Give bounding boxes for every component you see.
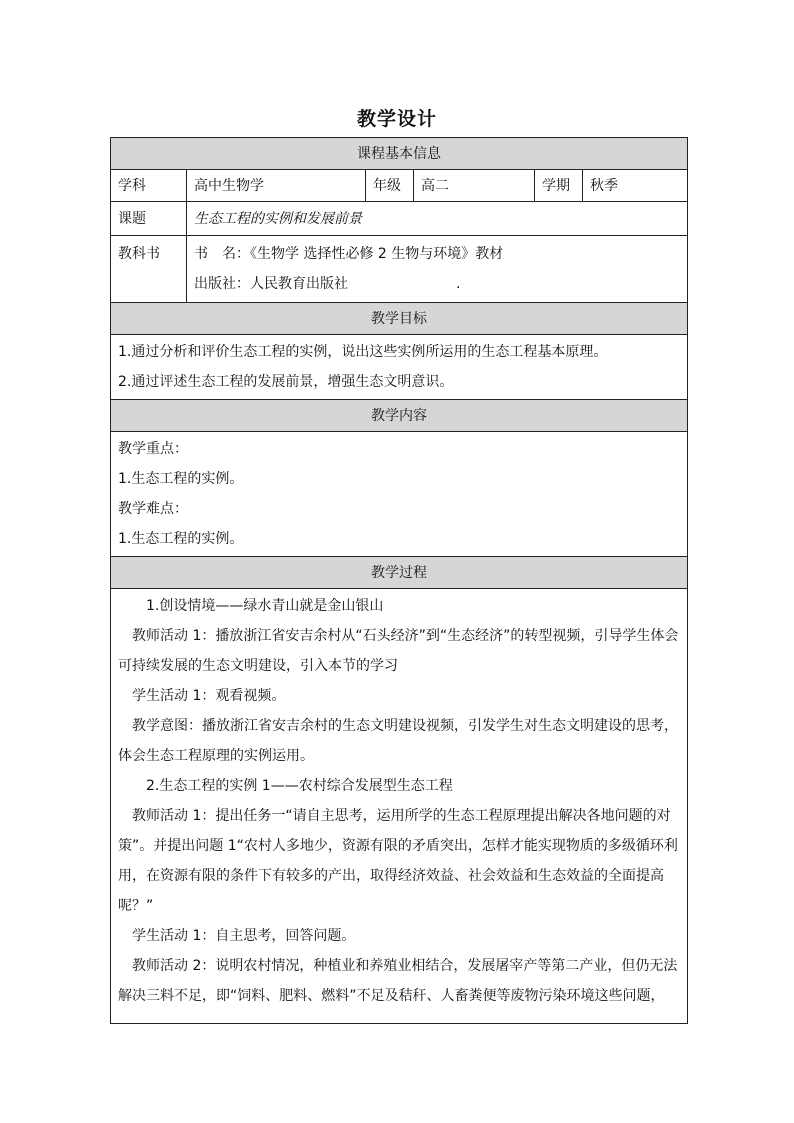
topic-value: 生态工程的实例和发展前景 xyxy=(187,202,688,236)
textbook-publisher-line xyxy=(194,269,680,299)
difficult-point-item: 1.生态工程的实例。 xyxy=(118,531,244,547)
objectives-header: 教学目标 xyxy=(111,303,688,335)
textbook-info xyxy=(187,236,688,303)
process-paragraph: 学生活动 1：自主思考，回答问题。 xyxy=(132,928,356,944)
basic-info-header: 课程基本信息 xyxy=(111,138,688,170)
textbook-label-text: 教科书 xyxy=(118,246,160,262)
page-title: 教学设计 xyxy=(356,108,437,130)
subject-label: 学科 xyxy=(111,170,187,202)
objective-item: 2.通过评述生态工程的发展前景，增强生态文明意识。 xyxy=(118,374,454,390)
content-body xyxy=(111,432,688,557)
objective-item: 1.通过分析和评价生态工程的实例，说出这些实例所运用的生态工程基本原理。 xyxy=(118,344,608,360)
process-paragraph: 教师活动 1：提出任务一“请自主思考，运用所学的生态工程原理提出解决各地问题的对策”。并提出问题 1“农村人多地少，资源有限的矛盾突出，怎样才能实现物质的多级循环利用，在资源有限的条件下有较多的产出，取得经济效益、社会效益和生态效益的全面提高呢？” xyxy=(118,808,678,914)
lesson-plan-table xyxy=(110,137,688,1024)
process-paragraph: 学生活动 1：观看视频。 xyxy=(132,688,286,704)
process-section-heading: 2.生态工程的实例 1——农村综合发展型生态工程 xyxy=(146,778,453,794)
publisher-dot: . xyxy=(456,276,461,292)
process-paragraph: 教师活动 2：说明农村情况，种植业和养殖业相结合，发展屠宰产等第二产业，但仍无法解决三料不足，即“饲料、肥料、燃料”不足及秸秆、人畜粪便等废物污染环境这些问题， xyxy=(118,958,678,1004)
key-points-label: 教学重点： xyxy=(118,441,188,457)
content-header: 教学内容 xyxy=(111,400,688,432)
textbook-name: 书 名：《生物学 选择性必修 2 生物与环境》教材 xyxy=(194,246,504,262)
textbook-publisher: 出版社：人民教育出版社 xyxy=(194,276,348,292)
subject-value: 高中生物学 xyxy=(187,170,366,202)
term-value: 秋季 xyxy=(583,170,688,202)
grade-label: 年级 xyxy=(366,170,414,202)
process-body xyxy=(111,589,688,1024)
process-header: 教学过程 xyxy=(111,557,688,589)
topic-label: 课题 xyxy=(111,202,187,236)
textbook-label xyxy=(111,236,187,303)
grade-value: 高二 xyxy=(414,170,535,202)
process-paragraph: 教师活动 1：播放浙江省安吉余村从“石头经济”到“生态经济”的转型视频，引导学生体会可持续发展的生态文明建设，引入本节的学习 xyxy=(118,628,679,674)
difficult-points-label: 教学难点： xyxy=(118,501,188,517)
process-paragraph: 教学意图：播放浙江省安吉余村的生态文明建设视频，引发学生对生态文明建设的思考，体会生态工程原理的实例运用。 xyxy=(118,718,678,764)
term-label: 学期 xyxy=(535,170,583,202)
process-section-heading: 1.创设情境——绿水青山就是金山银山 xyxy=(146,598,384,614)
key-point-item: 1.生态工程的实例。 xyxy=(118,471,244,487)
objectives-body xyxy=(111,335,688,400)
